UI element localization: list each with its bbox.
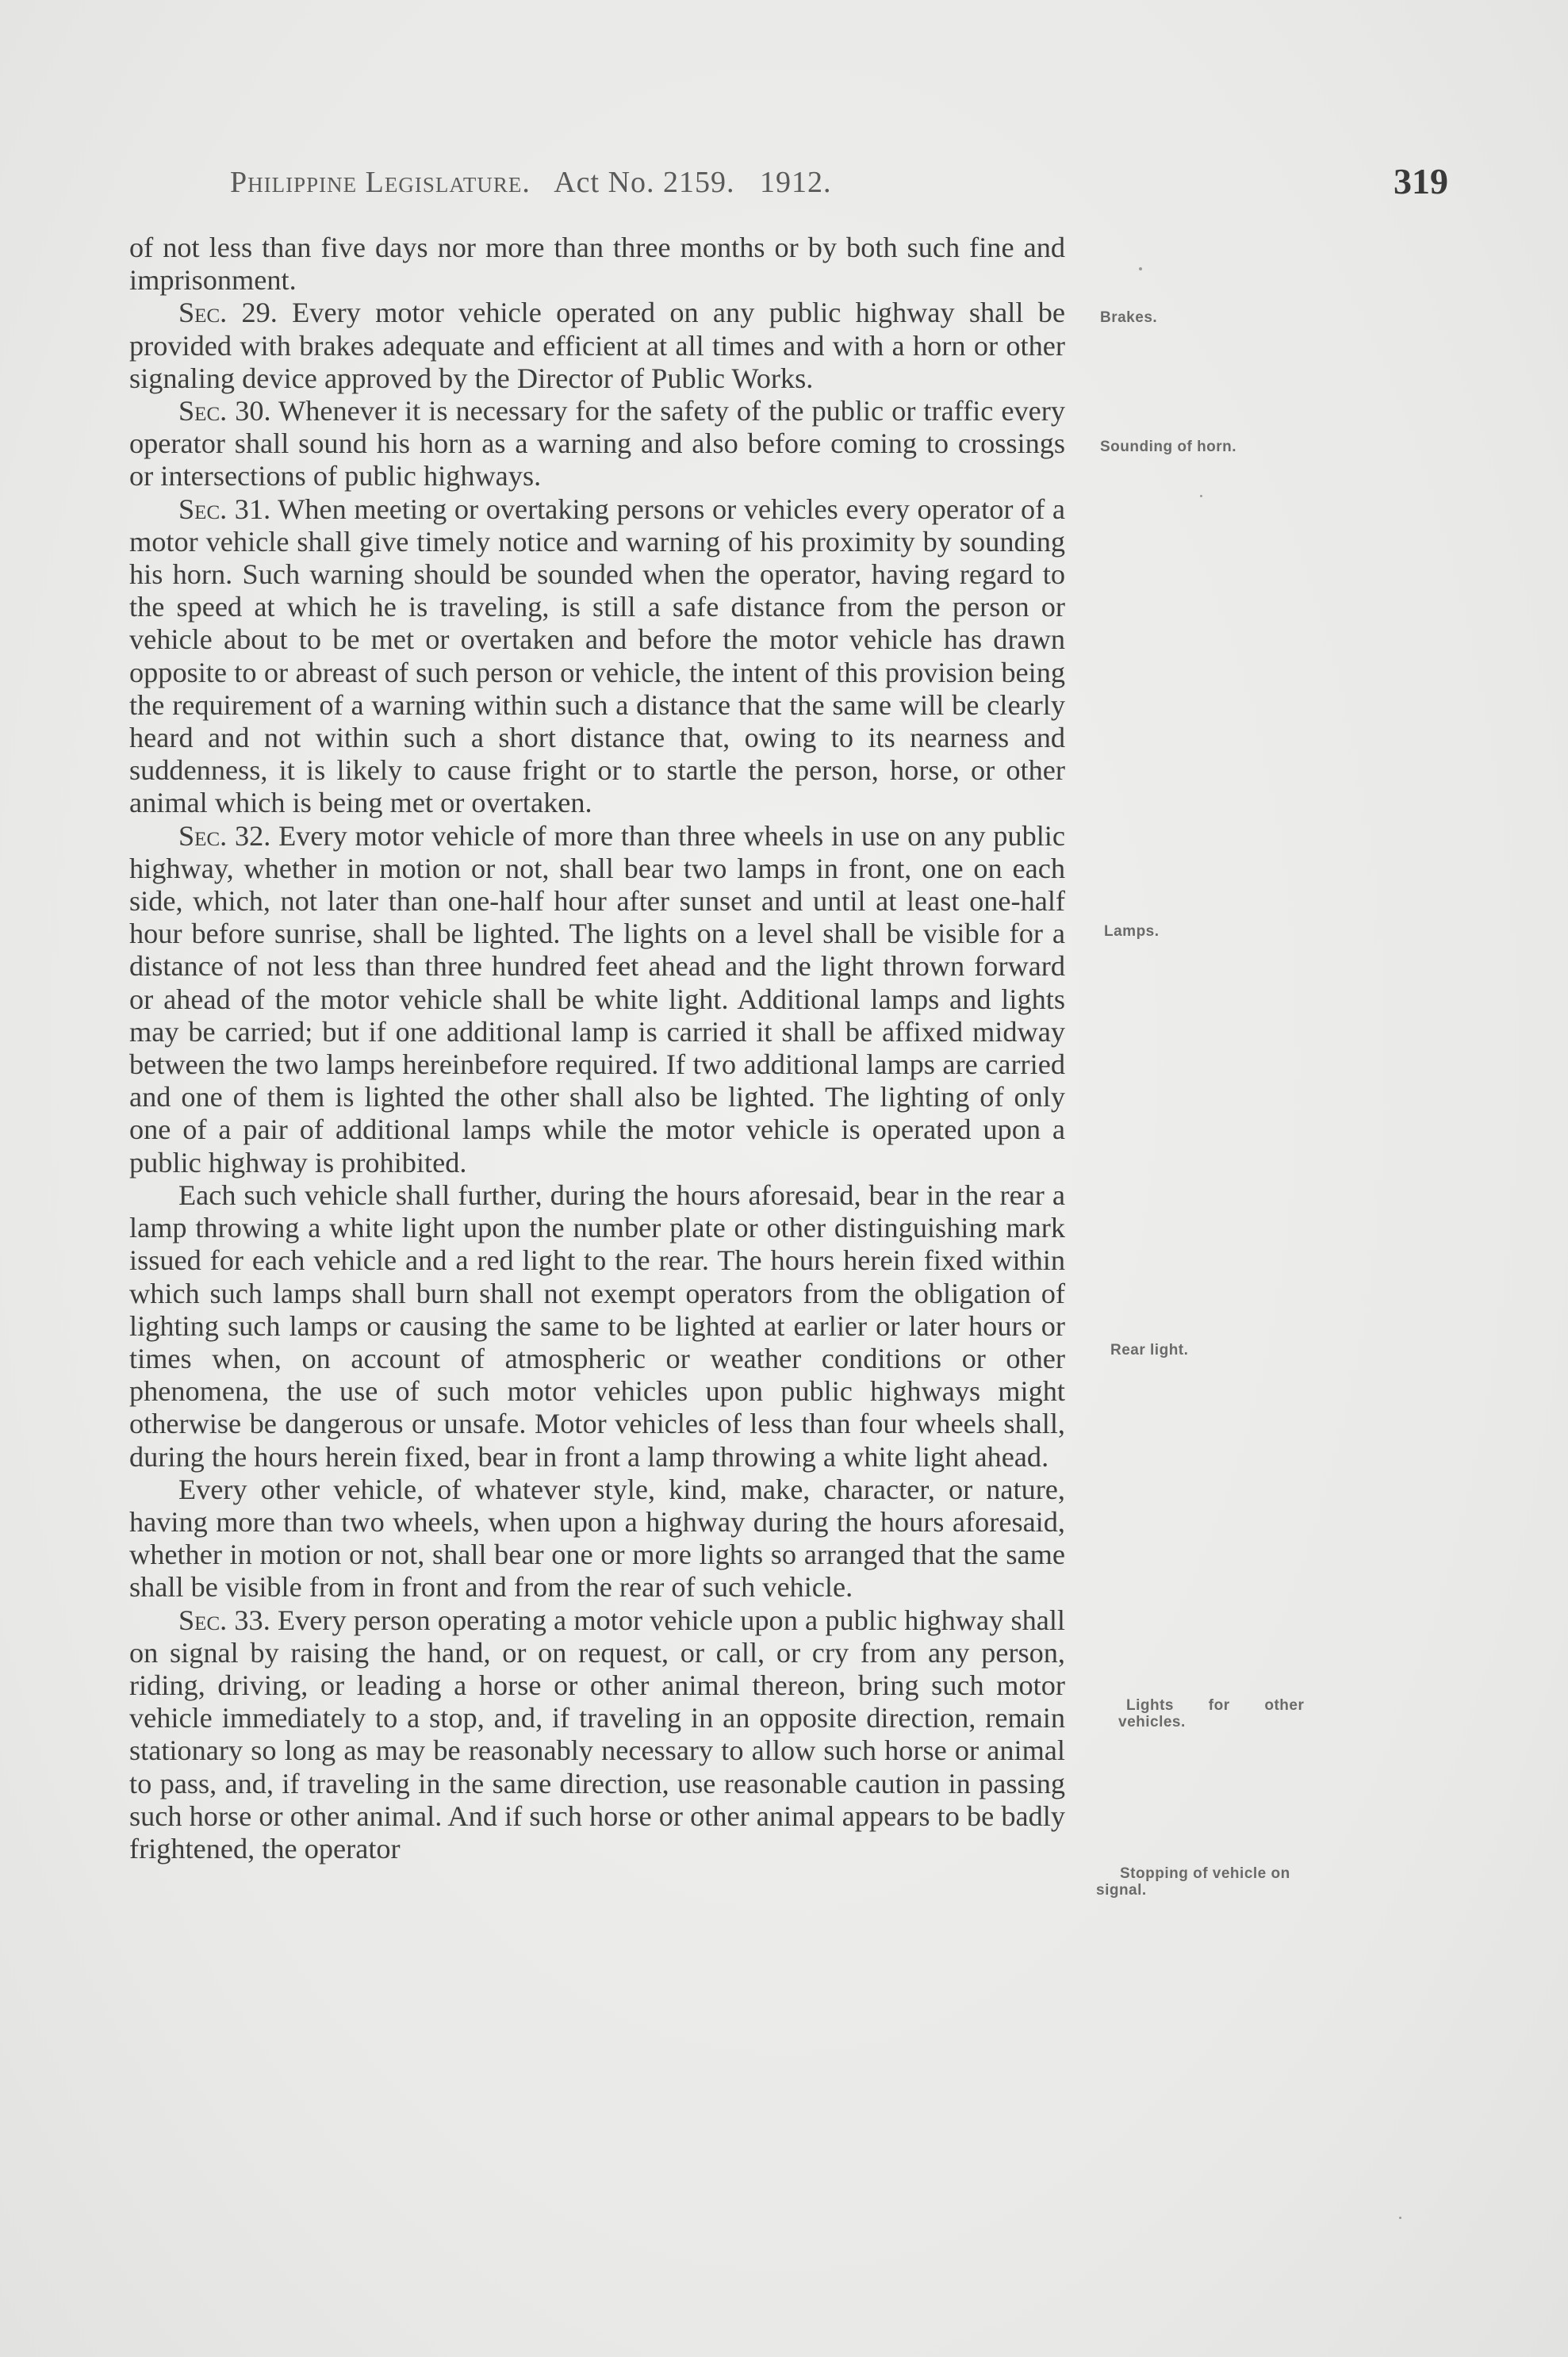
paper-speck	[1200, 495, 1202, 497]
act-number: Act No. 2159.	[554, 166, 735, 199]
paragraph-text: Whenever it is necessary for the safety of the public or traffic every operator shall sound his horn as a warning and also before coming to crossings or intersections of public highways.	[129, 395, 1066, 492]
act-year: 1912.	[760, 166, 832, 199]
section-label: Sec. 32.	[178, 819, 271, 852]
running-head	[230, 165, 832, 200]
paragraph-text: Every person operating a motor vehicle upon a public highway shall on signal by raising the hand, or on request, or call, or cry from any person, riding, driving, or leading a horse or other animal thereon, bring such motor vehicle immediately to a stop, and, if traveling in an opposite direction, remain stationary so long as may be reasonably necessary to allow such horse or animal to pass, and, if traveling in the same direction, use reasonable caution in passing such horse or other animal. And if such horse or other animal appears to be badly frightened, the operator	[129, 1604, 1065, 1865]
paragraph-rear-light	[129, 1179, 1065, 1474]
side-note-other-vehicles: Lights for other vehicles.	[1118, 1697, 1305, 1730]
section-label: Sec. 30.	[178, 395, 271, 427]
paragraph-text: Every motor vehicle of more than three wheels in use on any public highway, whether in motion or not, shall bear two lamps in front, one on each side, which, not later than one-half hour after sunset and until at least one-half hour before sunrise, shall be lighted. The lights on a level shall be visible for a distance of not less than three hundred feet ahead and the light thrown forward or ahead of the motor vehicle shall be white light. Additional lamps and lights may be carried; but if one additional lamp is carried it shall be affixed midway between the two lamps hereinbefore required. If two additional lamps are carried and one of them is lighted the other shall also be lighted. The lighting of only one of a pair of additional lamps while the motor vehicle is operated upon a public highway is prohibited.	[129, 819, 1066, 1178]
paragraph-sec-31	[129, 493, 1065, 820]
paragraph-text: of not less than five days nor more than three months or by both such fine and imprisonment.	[129, 232, 1065, 297]
section-label: Sec. 31.	[178, 492, 271, 525]
paragraph-sec-29	[129, 297, 1065, 395]
paragraph-text: Every motor vehicle operated on any public highway shall be provided with brakes adequate and efficient at all times and with a horn or other signaling device approved by the Director of Public Works.	[129, 297, 1065, 394]
paper-speck	[1399, 2217, 1401, 2219]
paragraph-text: Every other vehicle, of whatever style, kind, make, character, or nature, having more than two wheels, when upon a highway during the hours aforesaid, whether in motion or not, shall bear one or more lights so arranged that the same shall be visible from in front and from the rear of such vehicle.	[129, 1473, 1065, 1604]
paragraph-sec-32	[129, 820, 1065, 1179]
side-note-horn: Sounding of horn.	[1100, 439, 1237, 455]
body-text	[129, 232, 1065, 1865]
side-note-rear-light: Rear light.	[1110, 1342, 1189, 1359]
paragraph-continuation	[129, 232, 1065, 297]
section-label: Sec. 33.	[178, 1604, 270, 1636]
paragraph-sec-33	[129, 1604, 1065, 1866]
paper-speck	[1139, 267, 1142, 270]
paragraph-text: When meeting or overtaking persons or vehicles every operator of a motor vehicle shall give timely notice and warning of his proximity by sounding his horn. Such warning should be sounded when the operator, having regard to the speed at which he is traveling, is still a safe distance from the person or vehicle about to be met or overtaken and before the motor vehicle has drawn opposite to or abreast of such person or vehicle, the intent of this provision being the requirement of a warning within such a distance that the same will be clearly heard and not within such a short distance that, owing to its nearness and suddenness, it is likely to cause fright or to startle the person, horse, or other animal which is being met or overtaken.	[129, 492, 1065, 819]
page-number: 319	[1394, 161, 1448, 201]
side-note-stopping: Stopping of vehicle on signal.	[1096, 1865, 1290, 1899]
side-note-lamps: Lamps.	[1104, 923, 1160, 940]
side-note-brakes: Brakes.	[1100, 309, 1158, 326]
paragraph-sec-30	[129, 395, 1065, 493]
paragraph-text: Each such vehicle shall further, during the hours aforesaid, bear in the rear a lamp throwing a white light upon the number plate or other distinguishing mark issued for each vehicle and a red light to the rear. The hours herein fixed within which such lamps shall burn shall not exempt operators from the obligation of lighting such lamps or causing the same to be lighted at earlier or later hours or times when, on account of atmospheric or weather conditions or other phenomena, the use of such motor vehicles upon public highways might otherwise be dangerous or unsafe. Motor vehicles of less than four wheels shall, during the hours herein fixed, bear in front a lamp throwing a white light ahead.	[129, 1178, 1065, 1473]
paragraph-other-vehicles	[129, 1474, 1065, 1604]
section-label: Sec. 29.	[178, 297, 278, 329]
running-title: Philippine Legislature.	[230, 166, 531, 199]
